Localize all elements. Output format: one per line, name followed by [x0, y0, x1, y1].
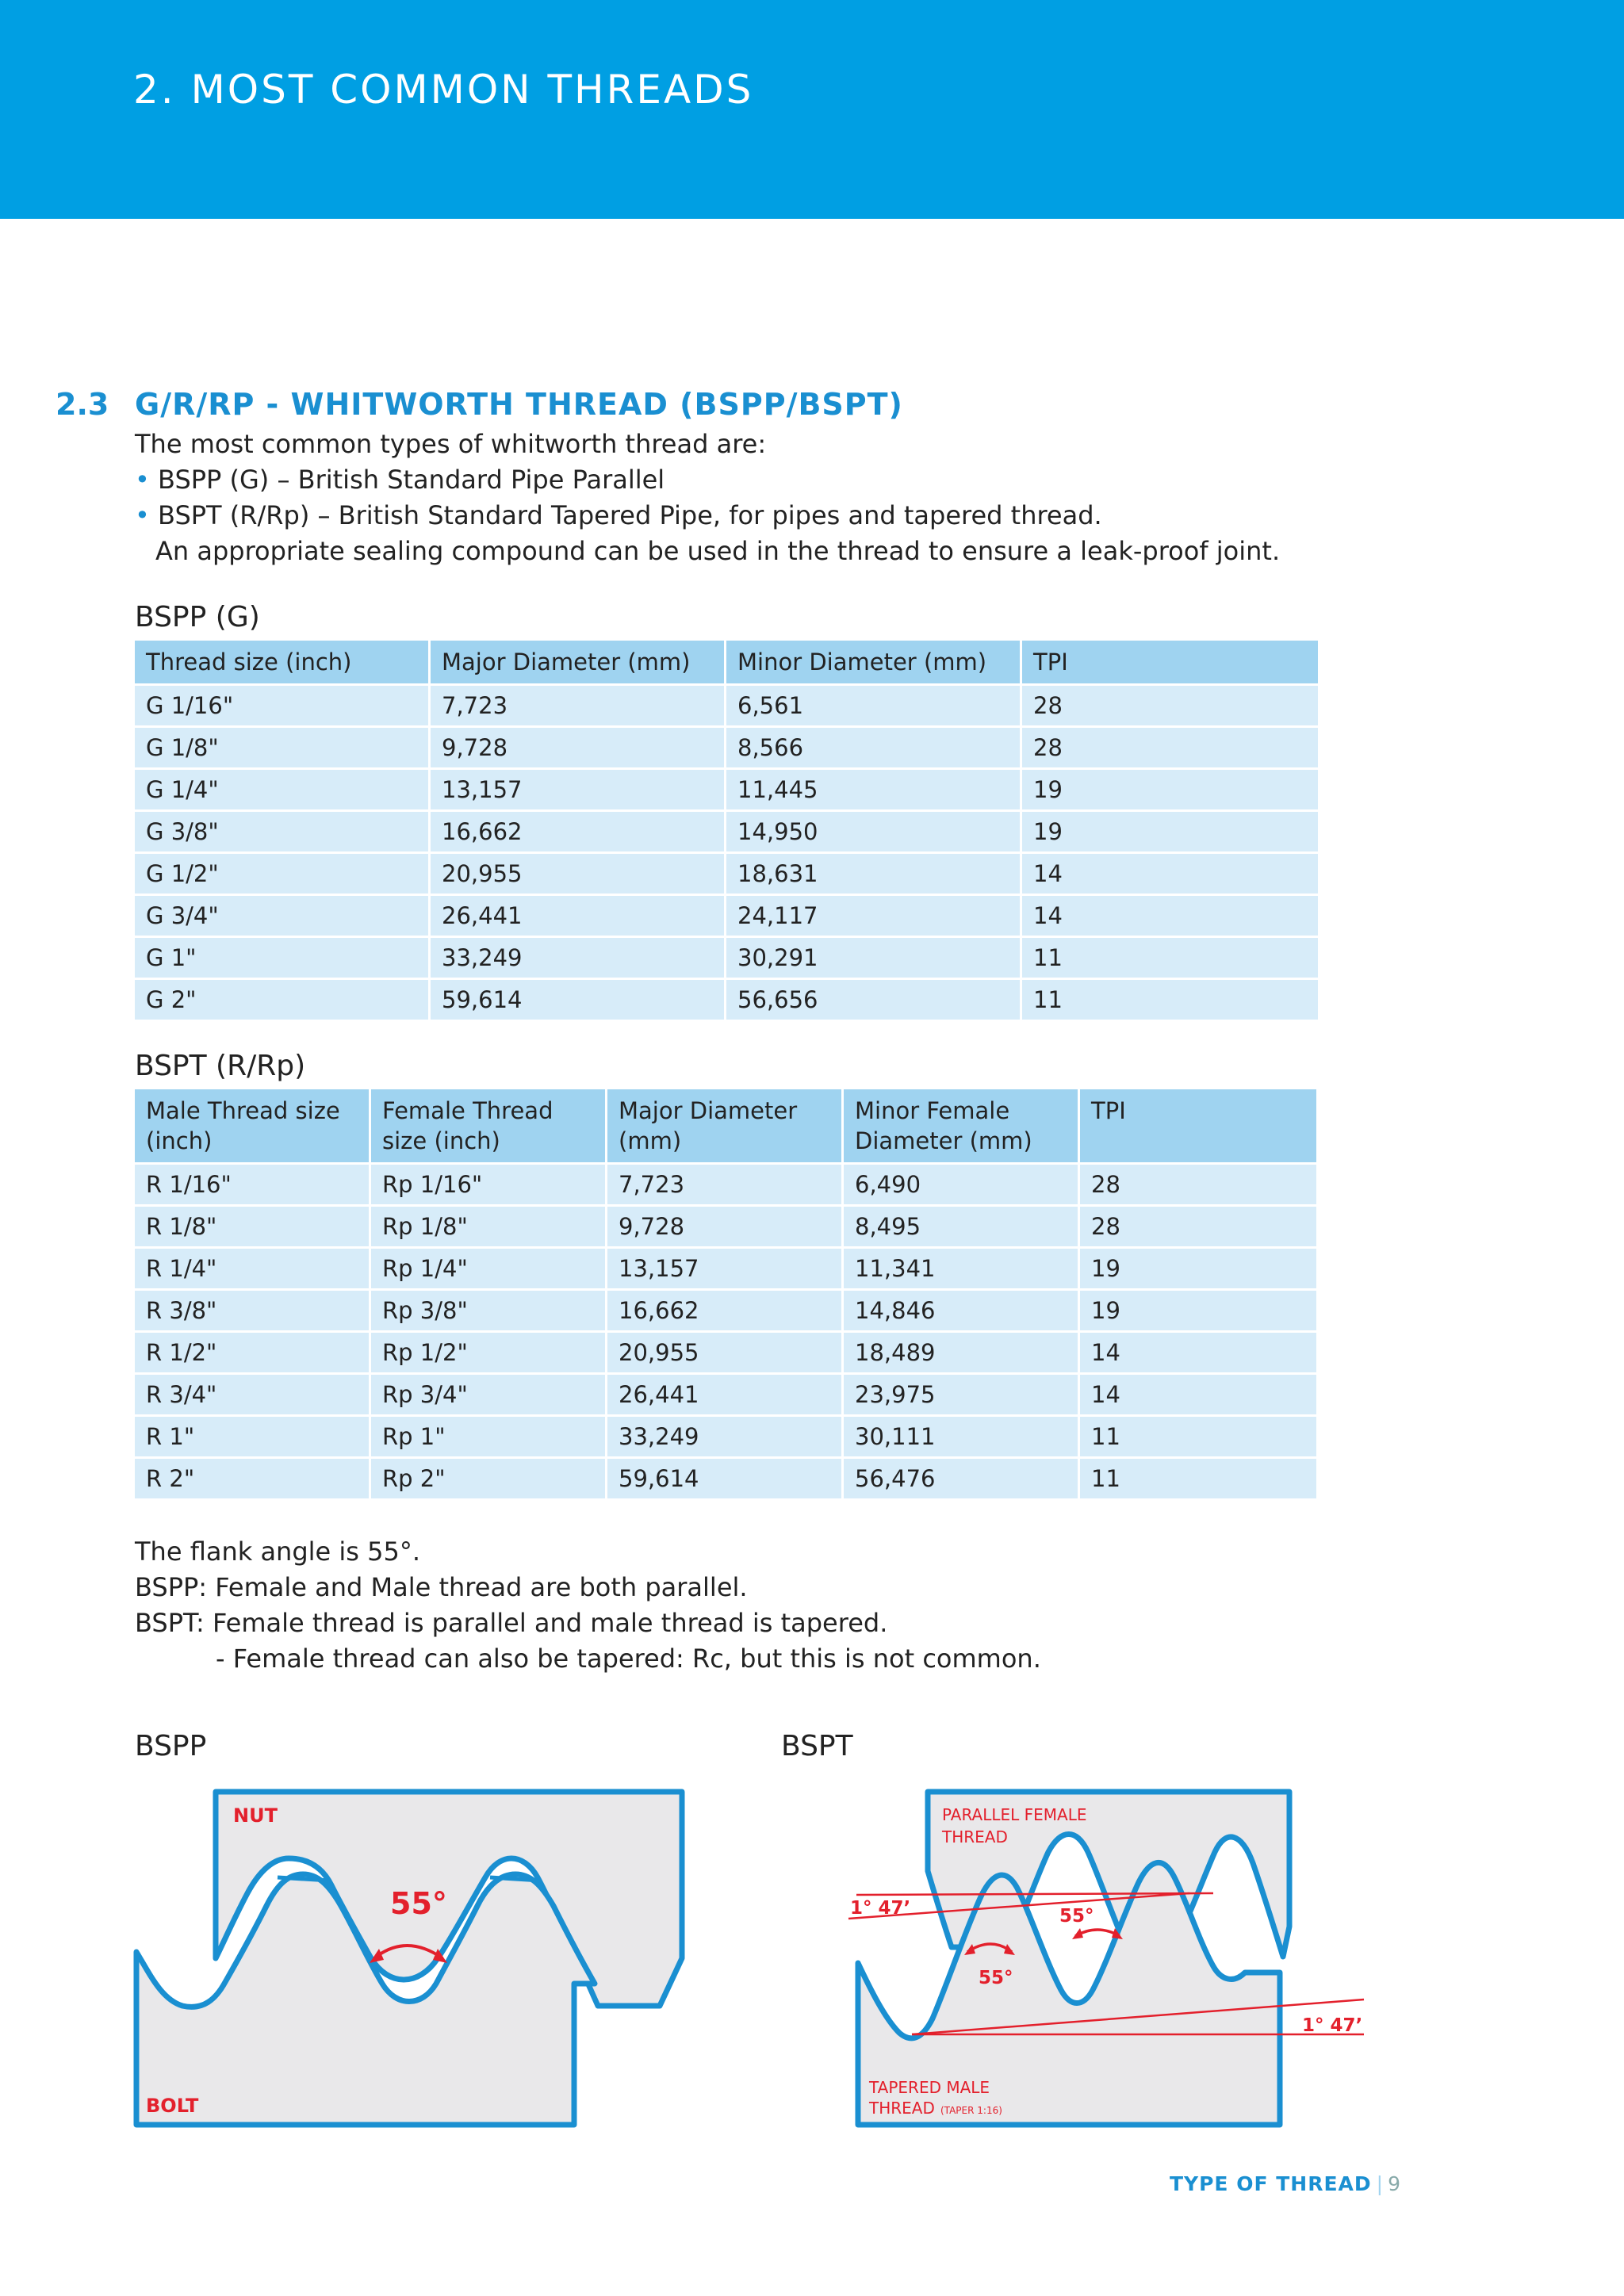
angle-label: 55° — [390, 1886, 447, 1921]
column-header: TPI — [1022, 641, 1318, 686]
bspt-diagram-label: BSPT — [781, 1730, 853, 1762]
angle-label-top: 1° 47’ — [850, 1898, 911, 1919]
angle-label-mid: 55° — [1059, 1906, 1094, 1927]
table-cell: 20,955 — [431, 854, 726, 896]
table-cell: 11 — [1022, 980, 1318, 1022]
column-header: Male Thread size (inch) — [135, 1089, 371, 1165]
table-cell: R 3/4" — [135, 1375, 371, 1417]
bullet-bspt-continued: An appropriate sealing compound can be used in the thread to ensure a leak-proof joint. — [155, 536, 1281, 566]
table-cell: 14 — [1022, 896, 1318, 938]
table-cell: 13,157 — [607, 1249, 844, 1291]
table-cell: 19 — [1080, 1291, 1316, 1333]
table-cell: 33,249 — [607, 1417, 844, 1459]
table-cell: R 3/8" — [135, 1291, 371, 1333]
bspt-table — [135, 1089, 1316, 1501]
notes — [135, 1534, 1041, 1677]
table-row — [135, 812, 1318, 854]
table-cell: 59,614 — [431, 980, 726, 1022]
table-row — [135, 1459, 1316, 1501]
table-cell: Rp 3/4" — [371, 1375, 607, 1417]
table-cell: 14 — [1080, 1375, 1316, 1417]
table-cell: 26,441 — [431, 896, 726, 938]
table-cell: 14 — [1022, 854, 1318, 896]
table-cell: 18,489 — [844, 1333, 1080, 1375]
table-cell: R 2" — [135, 1459, 371, 1501]
table-cell: 14,846 — [844, 1291, 1080, 1333]
table-cell: 14 — [1080, 1333, 1316, 1375]
bspp-table — [135, 641, 1318, 1022]
female-label-1: PARALLEL FEMALE — [942, 1805, 1087, 1824]
table-row — [135, 1291, 1316, 1333]
table-cell: 11,445 — [726, 770, 1022, 812]
table-cell: 11 — [1022, 938, 1318, 980]
intro-line: The most common types of whitworth thread are: — [135, 429, 767, 459]
table-cell: Rp 1/8" — [371, 1207, 607, 1249]
page-footer — [1170, 2172, 1400, 2195]
table-row — [135, 1333, 1316, 1375]
table-cell: G 1" — [135, 938, 431, 980]
section-title: G/R/RP - WHITWORTH THREAD (BSPP/BSPT) — [135, 387, 903, 422]
table-cell: 8,566 — [726, 728, 1022, 770]
table-cell: Rp 1" — [371, 1417, 607, 1459]
table-cell: 11 — [1080, 1459, 1316, 1501]
table-cell: G 2" — [135, 980, 431, 1022]
table-row — [135, 1375, 1316, 1417]
male-label-2: THREAD — [869, 2099, 935, 2118]
table-header-row — [135, 641, 1318, 686]
note-bspt: BSPT: Female thread is parallel and male thread is tapered. — [135, 1608, 888, 1638]
table-row — [135, 1207, 1316, 1249]
bspt-thread-diagram — [841, 1776, 1380, 2141]
footer-separator: | — [1376, 2172, 1384, 2195]
section-number: 2.3 — [56, 387, 109, 422]
table-row — [135, 770, 1318, 812]
table-cell: G 1/8" — [135, 728, 431, 770]
bullet-bspp — [135, 462, 1280, 498]
bolt-label: BOLT — [146, 2095, 199, 2117]
table-row — [135, 1165, 1316, 1207]
table-row — [135, 896, 1318, 938]
table-cell: Rp 3/8" — [371, 1291, 607, 1333]
table-row — [135, 938, 1318, 980]
table-row — [135, 1417, 1316, 1459]
table-cell: Rp 2" — [371, 1459, 607, 1501]
table-cell: 56,656 — [726, 980, 1022, 1022]
table-cell: 33,249 — [431, 938, 726, 980]
note-bspp: BSPP: Female and Male thread are both parallel. — [135, 1572, 748, 1602]
table-row — [135, 1249, 1316, 1291]
table-cell: Rp 1/2" — [371, 1333, 607, 1375]
table-cell: 30,111 — [844, 1417, 1080, 1459]
table-cell: G 1/2" — [135, 854, 431, 896]
table-cell: 19 — [1080, 1249, 1316, 1291]
table-cell: 9,728 — [607, 1207, 844, 1249]
table-cell: G 1/16" — [135, 686, 431, 728]
table-cell: 7,723 — [431, 686, 726, 728]
column-header: TPI — [1080, 1089, 1316, 1165]
taper-ratio: (TAPER 1:16) — [940, 2105, 1002, 2116]
table-cell: G 3/4" — [135, 896, 431, 938]
footer-title: TYPE OF THREAD — [1169, 2172, 1372, 2195]
table-row — [135, 686, 1318, 728]
bullet-text: BSPP (G) – British Standard Pipe Parallel — [158, 465, 665, 495]
nut-label: NUT — [233, 1804, 278, 1827]
table-cell: 59,614 — [607, 1459, 844, 1501]
table-cell: 11 — [1080, 1417, 1316, 1459]
bullet-bspt — [135, 498, 1280, 534]
column-header: Major Diameter (mm) — [607, 1089, 844, 1165]
column-header: Thread size (inch) — [135, 641, 431, 686]
table-header-row — [135, 1089, 1316, 1165]
table-cell: R 1/2" — [135, 1333, 371, 1375]
angle-label-low: 55° — [979, 1968, 1013, 1988]
bullet-text: BSPT (R/Rp) – British Standard Tapered Pipe, for pipes and tapered thread. — [158, 500, 1102, 530]
table-cell: 28 — [1080, 1207, 1316, 1249]
table-cell: 11,341 — [844, 1249, 1080, 1291]
column-header: Major Diameter (mm) — [431, 641, 726, 686]
table-cell: R 1" — [135, 1417, 371, 1459]
page-number: 9 — [1388, 2172, 1400, 2195]
table-cell: G 1/4" — [135, 770, 431, 812]
header-banner — [0, 0, 1624, 219]
table-row — [135, 854, 1318, 896]
table-cell: 19 — [1022, 770, 1318, 812]
bullet-dot: • — [135, 465, 150, 495]
intro-text — [135, 427, 1280, 569]
column-header: Minor Female Diameter (mm) — [844, 1089, 1080, 1165]
table-cell: 8,495 — [844, 1207, 1080, 1249]
table-cell: Rp 1/16" — [371, 1165, 607, 1207]
table-cell: 28 — [1022, 686, 1318, 728]
column-header: Minor Diameter (mm) — [726, 641, 1022, 686]
table-cell: 9,728 — [431, 728, 726, 770]
bullet-dot: • — [135, 500, 150, 530]
table-cell: 30,291 — [726, 938, 1022, 980]
bspp-table-title: BSPP (G) — [135, 601, 260, 633]
bspp-thread-diagram — [127, 1776, 698, 2141]
note-rc: - Female thread can also be tapered: Rc, but this is not common. — [216, 1644, 1041, 1674]
table-cell: 23,975 — [844, 1375, 1080, 1417]
table-cell: 20,955 — [607, 1333, 844, 1375]
table-cell: R 1/8" — [135, 1207, 371, 1249]
arrow-head — [1072, 1928, 1083, 1939]
table-cell: 6,561 — [726, 686, 1022, 728]
male-label-1: TAPERED MALE — [869, 2078, 990, 2097]
table-cell: 28 — [1022, 728, 1318, 770]
table-cell: R 1/4" — [135, 1249, 371, 1291]
page-title: 2. MOST COMMON THREADS — [133, 67, 754, 113]
table-cell: 7,723 — [607, 1165, 844, 1207]
column-header: Female Thread size (inch) — [371, 1089, 607, 1165]
table-cell: 28 — [1080, 1165, 1316, 1207]
table-cell: 24,117 — [726, 896, 1022, 938]
table-cell: 14,950 — [726, 812, 1022, 854]
table-cell: Rp 1/4" — [371, 1249, 607, 1291]
table-cell: 56,476 — [844, 1459, 1080, 1501]
note-flank-angle: The flank angle is 55°. — [135, 1536, 421, 1567]
table-cell: G 3/8" — [135, 812, 431, 854]
table-row — [135, 980, 1318, 1022]
bspp-diagram-label: BSPP — [135, 1730, 207, 1762]
table-cell: 16,662 — [607, 1291, 844, 1333]
female-label-2: THREAD — [942, 1827, 1008, 1846]
table-cell: 13,157 — [431, 770, 726, 812]
table-cell: 6,490 — [844, 1165, 1080, 1207]
bspt-table-title: BSPT (R/Rp) — [135, 1050, 306, 1082]
table-cell: R 1/16" — [135, 1165, 371, 1207]
table-row — [135, 728, 1318, 770]
table-cell: 16,662 — [431, 812, 726, 854]
table-cell: 26,441 — [607, 1375, 844, 1417]
table-cell: 19 — [1022, 812, 1318, 854]
table-cell: 18,631 — [726, 854, 1022, 896]
angle-label-right: 1° 47’ — [1302, 2015, 1363, 2036]
